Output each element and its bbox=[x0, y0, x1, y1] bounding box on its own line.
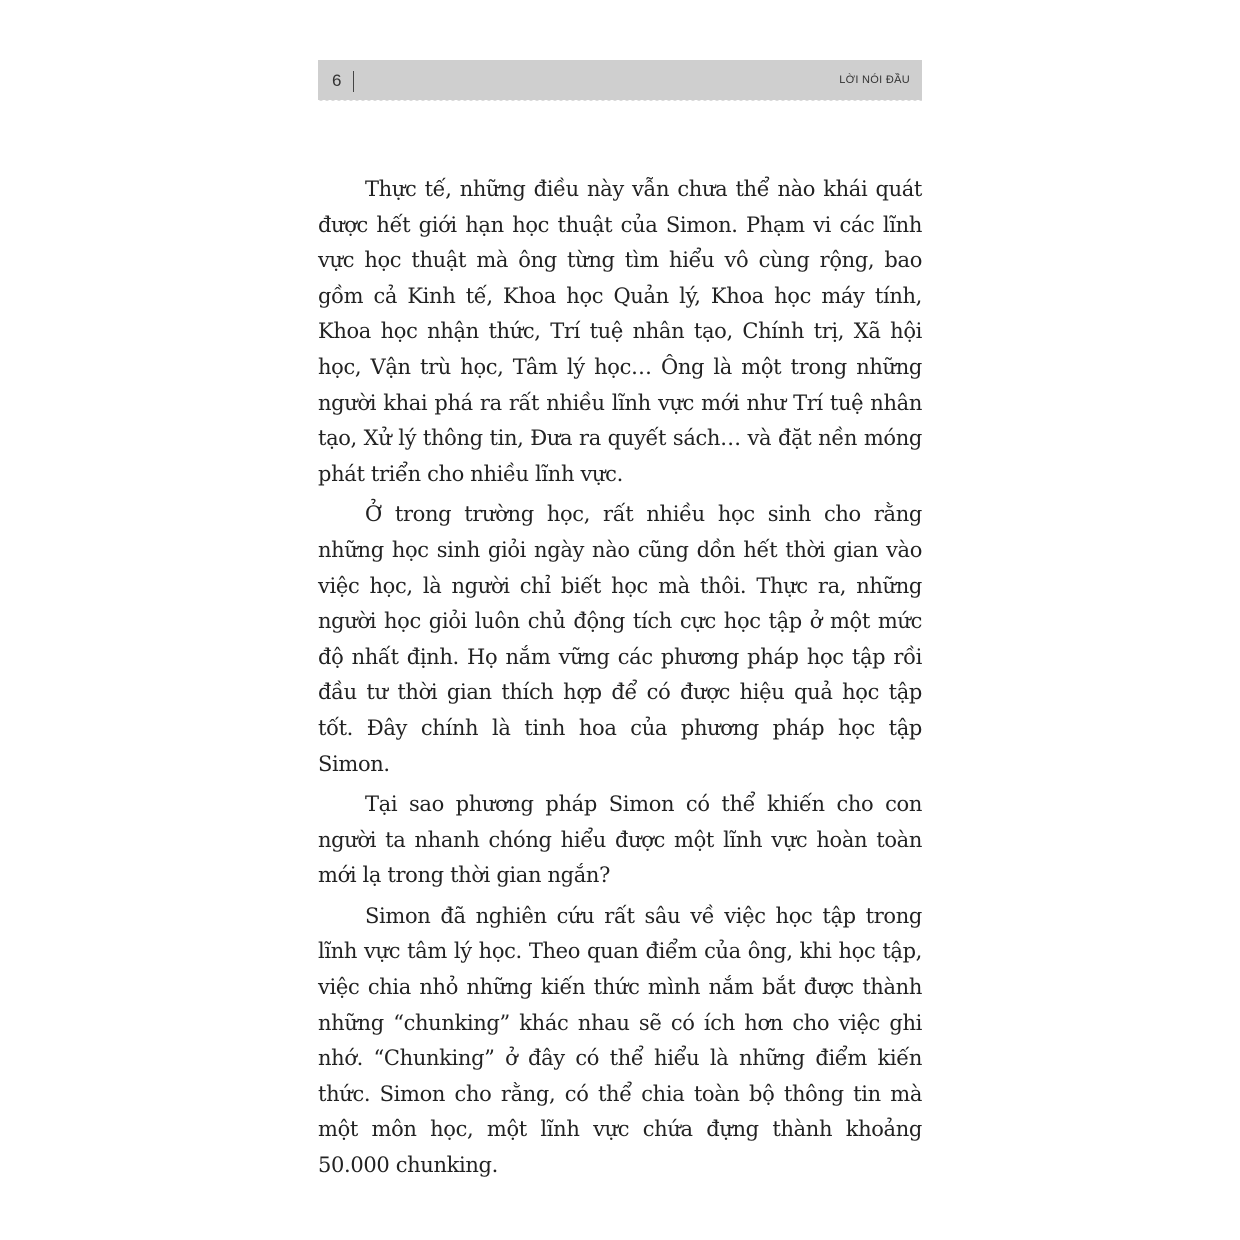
paragraph: Tại sao phương pháp Simon có thể khiến cho con người ta nhanh chóng hiểu được một lĩnh vực hoàn toàn mới lạ trong thời gian ngắn? bbox=[318, 792, 922, 888]
header-divider bbox=[353, 71, 354, 92]
paragraph: Thực tế, những điều này vẫn chưa thể nào khái quát được hết giới hạn học thuật của Simon. Phạm vi các lĩnh vực học thuật mà ông từng tìm hiểu vô cùng rộng, bao gồm cả Kinh tế, Khoa học Quản lý, Khoa học máy tính, Khoa học nhận thức, Trí tuệ nhân tạo, Chính trị, Xã hội học, Vận trù học, Tâm lý học… Ông là một trong những người khai phá ra rất nhiều lĩnh vực mới như Trí tuệ nhân tạo, Xử lý thông tin, Đưa ra quyết sách… và đặt nền móng phát triển cho nhiều lĩnh vực. bbox=[318, 177, 922, 486]
chapter-title: LỜI NÓI ĐẦU bbox=[839, 74, 910, 86]
running-header bbox=[318, 60, 922, 100]
body-text bbox=[318, 172, 922, 1184]
book-page bbox=[318, 60, 922, 1189]
paragraph: Ở trong trường học, rất nhiều học sinh cho rằng những học sinh giỏi ngày nào cũng dồn hết thời gian vào việc học, là người chỉ biết học mà thôi. Thực ra, những người học giỏi luôn chủ động tích cực học tập ở một mức độ nhất định. Họ nắm vững các phương pháp học tập rồi đầu tư thời gian thích hợp để có được hiệu quả học tập tốt. Đây chính là tinh hoa của phương pháp học tập Simon. bbox=[318, 502, 922, 776]
page-number: 6 bbox=[332, 71, 342, 90]
paragraph: Simon đã nghiên cứu rất sâu về việc học tập trong lĩnh vực tâm lý học. Theo quan điểm của ông, khi học tập, việc chia nhỏ những kiến thức mình nắm bắt được thành những “chunking” khác nhau sẽ có ích hơn cho việc ghi nhớ. “Chunking” ở đây có thể hiểu là những điểm kiến thức. Simon cho rằng, có thể chia toàn bộ thông tin mà một môn học, một lĩnh vực chứa đựng thành khoảng 50.000 chunking. bbox=[318, 903, 922, 1178]
